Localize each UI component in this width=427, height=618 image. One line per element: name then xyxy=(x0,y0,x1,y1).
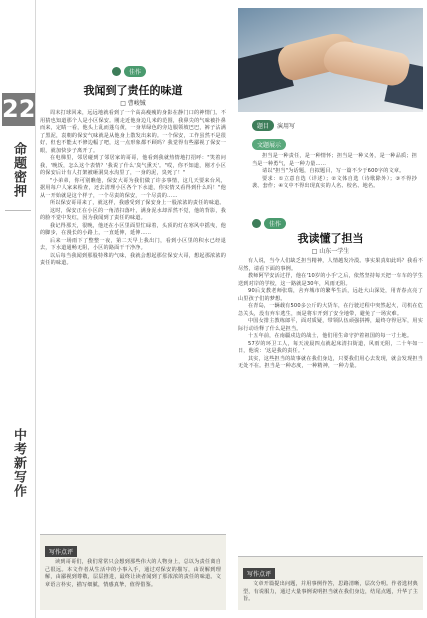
left-paragraph: 周末打球回来，远远地就看到了一个高高瘦瘦的身影在静门口的神情门。不用猜也知道那个人是小区保安。刚走近他身边几米的范围，我鼻尖的气味被扑鼻而来，定睛一看，他头上乱而蓬乌黄，一身草绿色的旁边服领坡巴巴，裤子沾满了黑泥，袁朝的保安气味就是从他身上散发出来的。一个保安，工作虽然不是很好，但也不能太不修边幅了吧，这一点形象都不顾吗？我觉得有些鄙视了保安一眼，就加快步子离开了。 xyxy=(40,110,226,154)
left-paragraph: 后来一场雨下了整整一夜，第二天早上我出门，看到小区里的积水已经退去，下水道通畅无阻，小区的路面干干净净。 xyxy=(40,237,226,251)
right-paragraph: 其实，这些担当的故事就在我们身边，只要我们用心去发现，就会发现担当无处不在。担当是一种态度，一种精神，一种力量。 xyxy=(238,355,423,369)
left-column xyxy=(40,8,226,613)
prompt-tag-label: 题目 xyxy=(252,120,274,131)
left-paragraph: 我记得那天，很晚，他还在小区里面里忙碌着，头顶的灯在寒风中摇曳，他的脚步，在漫长的小路上，一直延伸，延伸…… xyxy=(40,222,226,236)
left-article-author: □ 曹峻铖 xyxy=(120,100,146,107)
prompt-tag-value: 演用写 xyxy=(277,123,296,130)
prompt-card-title: 文题展示 xyxy=(252,139,286,150)
left-article-tag: 佳作 xyxy=(124,66,146,77)
right-paragraph: 中国女排主教练郎平，面对质疑，带领队伍顽强拼搏，最终夺得冠军，用实际行动诠释了什么是担当。 xyxy=(238,318,423,332)
right-paragraph: 90后支教老师张瑞，舍弃城市的繁华生活，远赴大山深处，用青春点亮了山里孩子们的梦想。 xyxy=(238,288,423,302)
right-paragraph: 十五年前，在南疆戍边的战士，他们用生命守护着祖国的每一寸土地。 xyxy=(248,333,413,339)
prompt-line: 担当是一种责任，是一种情怀；担当是一种义务，是一种品质；担当是一种勇气，是一种力量…… xyxy=(252,153,417,167)
sidebar xyxy=(0,0,36,618)
handshake-photo xyxy=(238,8,423,112)
hand-right xyxy=(321,38,411,89)
left-paragraph: 在电梯里，邻居碰到了邻居家的哥哥，他看到我就热情地打招呼："笑着问我，'晚饭，怎么这个表情？'我说了什么'臭气熏天'。"哎，你不知道，刚才小区的保安后计有人打架被砸洞臭水沟里了，一身的泥，臭死了！" xyxy=(40,155,226,176)
sidebar-divider xyxy=(5,210,31,211)
left-paragraph: 以后每当我闻到那股特殊的气味，我就会想起那位保安大哥，想起那浓浓的责任的味道。 xyxy=(40,252,226,266)
right-paragraph: 教师阿罕安活过抒，他在'10岁的小手'之后，依然坚持每天把一车车的学生送到对岸的学校，这一路就是30年，风雨无阻。 xyxy=(238,273,423,287)
left-paragraph: "小弟弟，你可别瞧他，保安大哥为我们做了许多事情，这几天要来台风，据用每户人家来检查，还去清理小区各个下水道，你实情又看得到什么吗！"他从一开始就是这个样子，一个尽责的保安，一个尽责的…… xyxy=(40,177,226,199)
leaf-icon xyxy=(252,219,261,228)
section-label-bottom: 中考新写作 xyxy=(11,428,26,498)
right-article-title: 我读懂了担当 xyxy=(297,232,364,245)
right-paragraph: 57岁的环卫工人，每天凌晨四点就起床清扫街道，风雨无阻，二十年如一日，他说：'这是我的责任。' xyxy=(238,340,423,354)
right-comment-text: 文章开篇提出问题，并用事例作答，思路清晰，层次分明。作者选材典型，有说服力，通过大量事例说明担当就在我们身边，结尾点题，升华了主旨。 xyxy=(243,581,418,602)
prompt-line: 要求：①立意自选（详述）；②文体自选（诗歌除外）；③不得抄袭、套作；④文中不得出现真实的人名、校名、地名。 xyxy=(252,175,417,189)
leaf-icon xyxy=(112,67,121,76)
left-article-body xyxy=(40,110,226,268)
right-column xyxy=(238,8,423,613)
prompt-tag-row xyxy=(252,120,295,131)
right-article-tag: 佳作 xyxy=(264,218,286,229)
right-paragraph: 在青岛，一辆载有500多公斤的大货车，在行驶过程中突然起火，司机在危急关头，没有弃车逃生，而是将车开到了安全地带，避免了一场灾难。 xyxy=(238,303,423,317)
left-comment-text: 读到哥哥们，我们常常只会想到那些伟大的人物身上，总以为责任离自己很远。本文作者从生活中的小事入手，通过对保安的描写，由误解到理解，由鄙视到尊敬，层层推进，最终让读者闻到了那浓浓的责任的味道。文章语言朴实，描写细腻，情感真挚，值得借鉴。 xyxy=(45,559,221,588)
right-paragraph: 有人说，当今人们缺乏担当精神，人情越发冷漠。事实果真如此吗？我看不尽然，请看下面的事例。 xyxy=(238,258,423,272)
right-comment-box xyxy=(238,556,423,610)
right-tag-row xyxy=(252,218,286,229)
prompt-line: 请以"担当"为话题，自拟题目，写一篇不少于600字的文章。 xyxy=(262,168,405,174)
left-comment-box xyxy=(40,534,226,610)
page-content xyxy=(40,8,423,613)
section-label-top: 命题密押 xyxy=(11,142,26,198)
left-paragraph: 所以保安哥哥来了，就这样，我感受到了保安身上一股浓浓的责任的味道。 xyxy=(50,200,225,206)
left-tag-row xyxy=(112,66,146,77)
left-article-title: 我闻到了责任的味道 xyxy=(83,84,183,97)
page-number: 22 xyxy=(2,93,35,126)
left-comment-heading: 写作点评 xyxy=(45,546,77,557)
right-article-author: □ 山东一学生 xyxy=(311,248,350,255)
left-paragraph: 这时，保安正在小区的一角清扫落叶，满身泥水却浑然不觉，他的背影，我的脸不觉中发红，因为我闻到了责任的味道。 xyxy=(40,207,226,221)
right-comment-heading: 写作点评 xyxy=(243,568,275,579)
prompt-card xyxy=(252,132,417,191)
right-article-body xyxy=(238,258,423,371)
